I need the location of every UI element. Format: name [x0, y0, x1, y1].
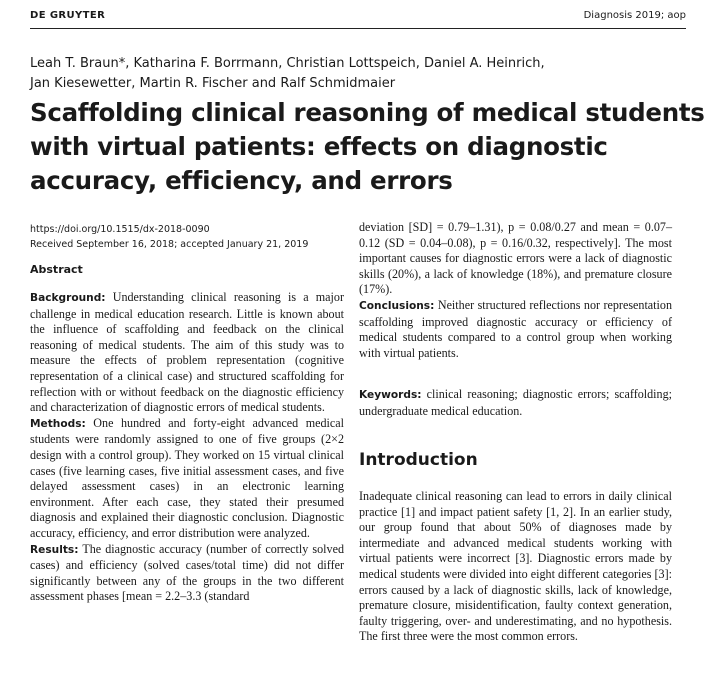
conclusions-paragraph: [359, 298, 672, 361]
results-text: The diagnostic accuracy (number of correctly solved cases) and efficiency (solved cases/total time) did not differ significantly between any of the groups in the two different assessment phases [mean = 2.2–3.3 (standard: [30, 541, 344, 604]
conclusions-text: Neither structured reflections nor representation scaffolding improved diagnostic accuracy or efficiency of medical students compared to a control group when working with virtual patients.: [359, 297, 672, 360]
keywords-label: Keywords:: [359, 389, 422, 401]
publisher-name: DE GRUYTER: [30, 10, 106, 21]
doi-link[interactable]: https://doi.org/10.1515/dx-2018-0090: [30, 224, 210, 235]
results-paragraph: [30, 542, 344, 605]
keywords: [359, 387, 672, 419]
author-line: Jan Kiesewetter, Martin R. Fischer and Ralf Schmidmaier: [30, 76, 396, 91]
abstract-right-column: [359, 220, 672, 361]
introduction-paragraph: Inadequate clinical reasoning can lead to errors in daily clinical practice [1] and impact patient safety [1, 2]. In an earlier study, our group found that about 50% of diagnoses made by intermediate and advanced medical students working with virtual patients were incorrect [3]. Diagnostic errors made by medical students were divided into eight different categories [3]: errors caused by a lack of diagnostic skills, lack of knowledge, premature closure, misidentification, faulty context generation, faulty triggering, over- and underestimating, and no hypothesis. The first three were the most common errors.: [359, 489, 672, 644]
background-text: Understanding clinical reasoning is a major challenge in medical education research. Little is known about the influence of scaffolding and feedback on the clinical reasoning of medical students. The aim of this study was to measure the effects of problem representation (cognitive representation of a clinical case) and structured scaffolding for reflection with or without feedback on the diagnostic efficiency and characterization of diagnostic errors of medical students.: [30, 290, 344, 415]
introduction-body: [359, 489, 672, 645]
author-line: Leah T. Braun*, Katharina F. Borrmann, Christian Lottspeich, Daniel A. Heinrich,: [30, 56, 545, 71]
conclusions-label: Conclusions:: [359, 299, 435, 312]
journal-info: Diagnosis 2019; aop: [583, 10, 686, 21]
author-list: [30, 54, 690, 94]
methods-label: Methods:: [30, 417, 86, 430]
abstract-heading: Abstract: [30, 263, 83, 276]
methods-text: One hundred and forty-eight advanced medical students were randomly assigned to one of five groups (2×2 design with a control group). They worked on 15 virtual clinical cases (five learning cases, five initial assessment cases, and five delayed assessment cases) in an electronic learning environment. After each case, they stated their presumed diagnosis and explained their diagnostic conclusion. Diagnostic accuracy, efficiency, and error distribution were analyzed.: [30, 415, 344, 540]
background-label: Background:: [30, 292, 106, 304]
page-header: [30, 0, 686, 29]
article-title: Scaffolding clinical reasoning of medical students with virtual patients: effects on diagnostic accuracy, efficiency, and errors: [30, 98, 705, 195]
background-paragraph: [30, 290, 344, 416]
methods-paragraph: [30, 416, 344, 542]
abstract-left-column: [30, 290, 344, 605]
results-continued: deviation [SD] = 0.79–1.31), p = 0.08/0.27 and mean = 0.07–0.12 (SD = 0.04–0.08), p = 0.16/0.32, respectively]. The most important causes for diagnostic errors were a lack of diagnostic skills (20%), a lack of knowledge (18%), and premature closure (17%).: [359, 220, 672, 297]
results-label: Results:: [30, 543, 79, 556]
received-dates: Received September 16, 2018; accepted January 21, 2019: [30, 239, 309, 250]
introduction-heading: Introduction: [359, 450, 478, 470]
keywords-text: clinical reasoning; diagnostic errors; scaffolding; undergraduate medical education.: [359, 387, 672, 418]
